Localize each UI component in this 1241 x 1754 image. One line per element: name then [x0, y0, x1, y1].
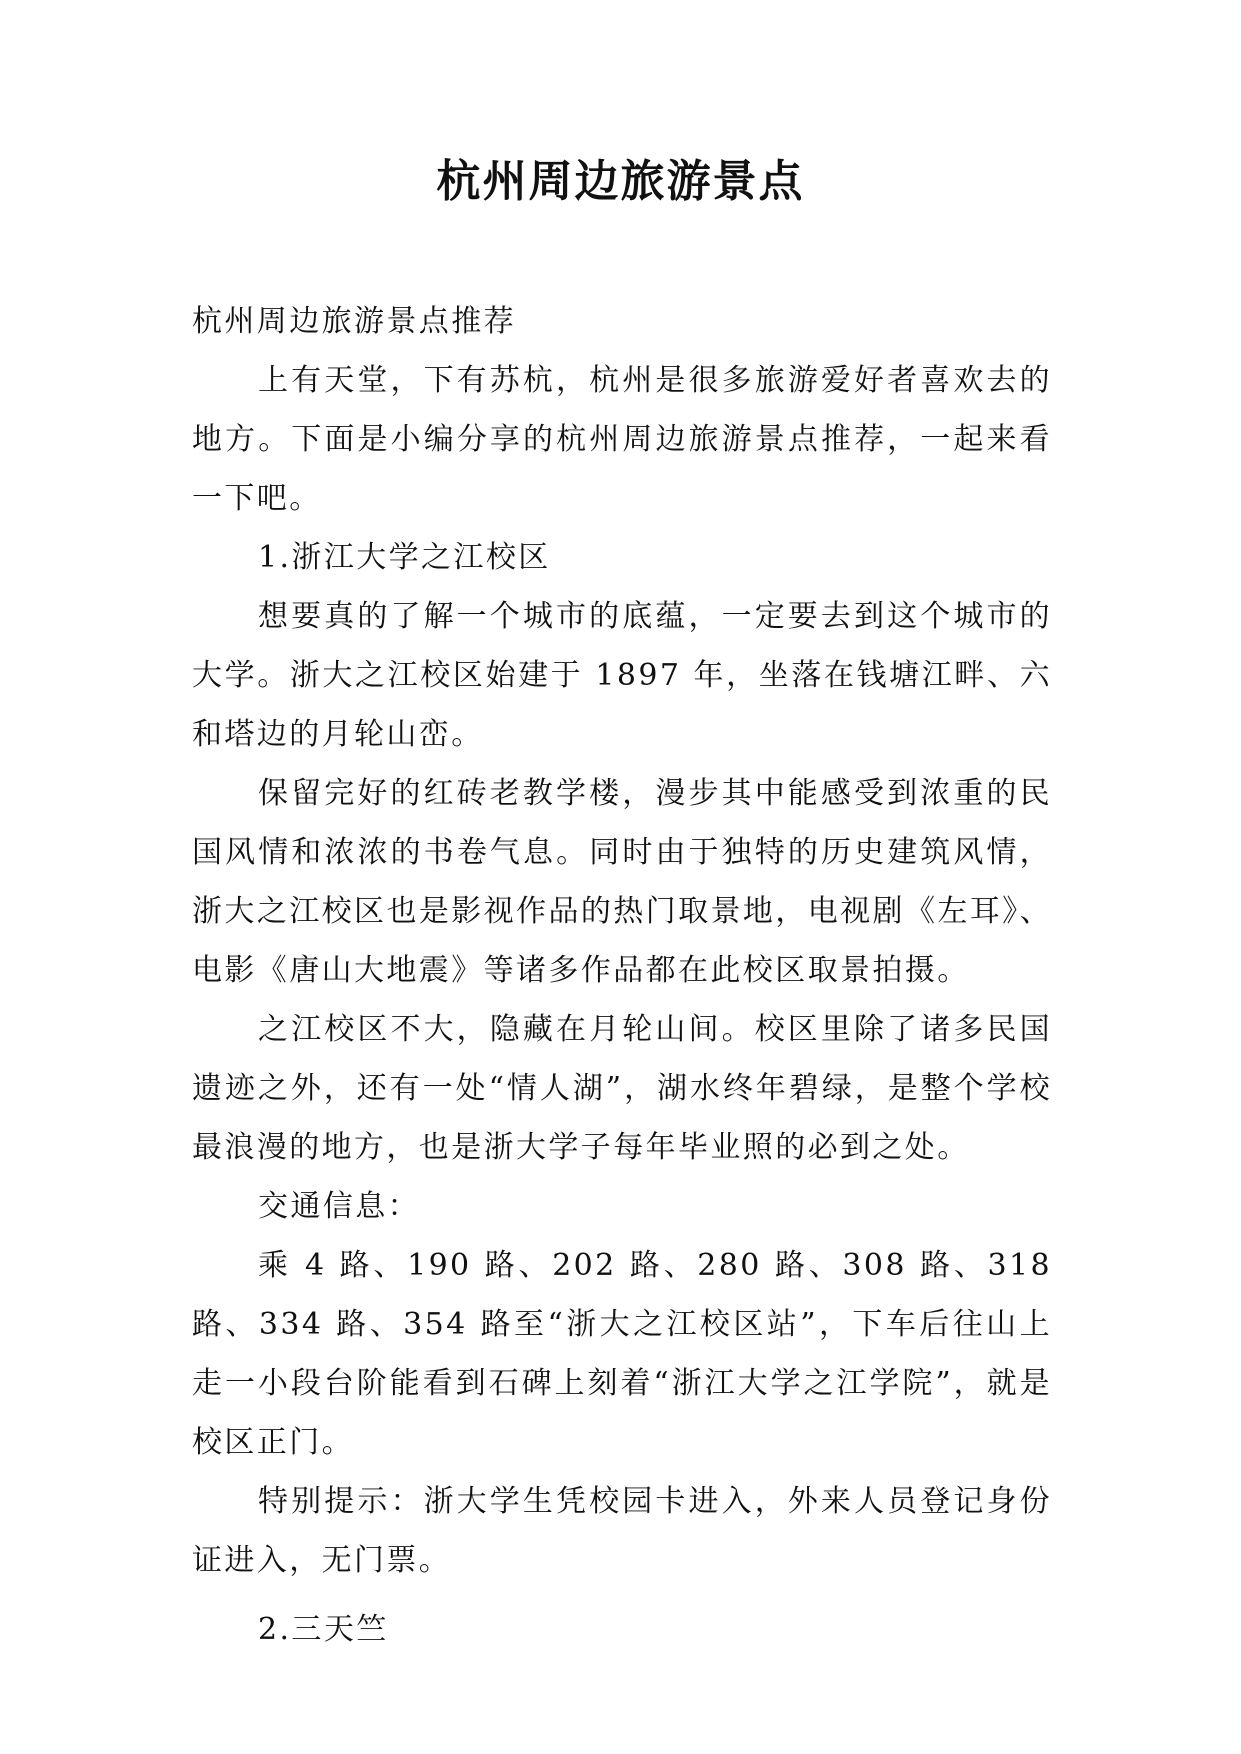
- document-title: 杭州周边旅游景点: [436, 156, 805, 207]
- paragraph-transport-label: 交通信息：: [258, 1189, 420, 1224]
- paragraph-transport-details: 乘 4 路、190 路、202 路、280 路、308 路、318 路、334 路、354 路至“浙大之江校区站”，下车后往山上走一小段台阶能看到石碑上刻着“浙江大学之江学院”，就是校区正门。: [192, 1248, 1052, 1460]
- paragraph-special-note: 特别提示：浙大学生凭校园卡进入，外来人员登记身份证进入，无门票。: [192, 1484, 1052, 1578]
- section-heading-santianzhu: 2.三天竺: [258, 1612, 389, 1647]
- paragraph-zijingang-history: 想要真的了解一个城市的底蕴，一定要去到这个城市的大学。浙大之江校区始建于 1897 年，坐落在钱塘江畔、六和塔边的月轮山峦。: [192, 599, 1052, 752]
- section-heading-zijingang: 1.浙江大学之江校区: [258, 540, 551, 575]
- document-body: [192, 292, 1052, 1659]
- paragraph-intro: 上有天堂，下有苏杭，杭州是很多旅游爱好者喜欢去的地方。下面是小编分享的杭州周边旅游景点推荐，一起来看一下吧。: [192, 363, 1052, 516]
- paragraph-zijingang-lake: 之江校区不大，隐藏在月轮山间。校区里除了诸多民国遗迹之外，还有一处“情人湖”，湖水终年碧绿，是整个学校最浪漫的地方，也是浙大学子每年毕业照的必到之处。: [192, 1012, 1052, 1165]
- paragraph-zijingang-buildings: 保留完好的红砖老教学楼，漫步其中能感受到浓重的民国风情和浓浓的书卷气息。同时由于独特的历史建筑风情，浙大之江校区也是影视作品的热门取景地，电视剧《左耳》、电影《唐山大地震》等诸多作品都在此校区取景拍摄。: [192, 776, 1052, 988]
- subtitle: 杭州周边旅游景点推荐: [192, 304, 516, 339]
